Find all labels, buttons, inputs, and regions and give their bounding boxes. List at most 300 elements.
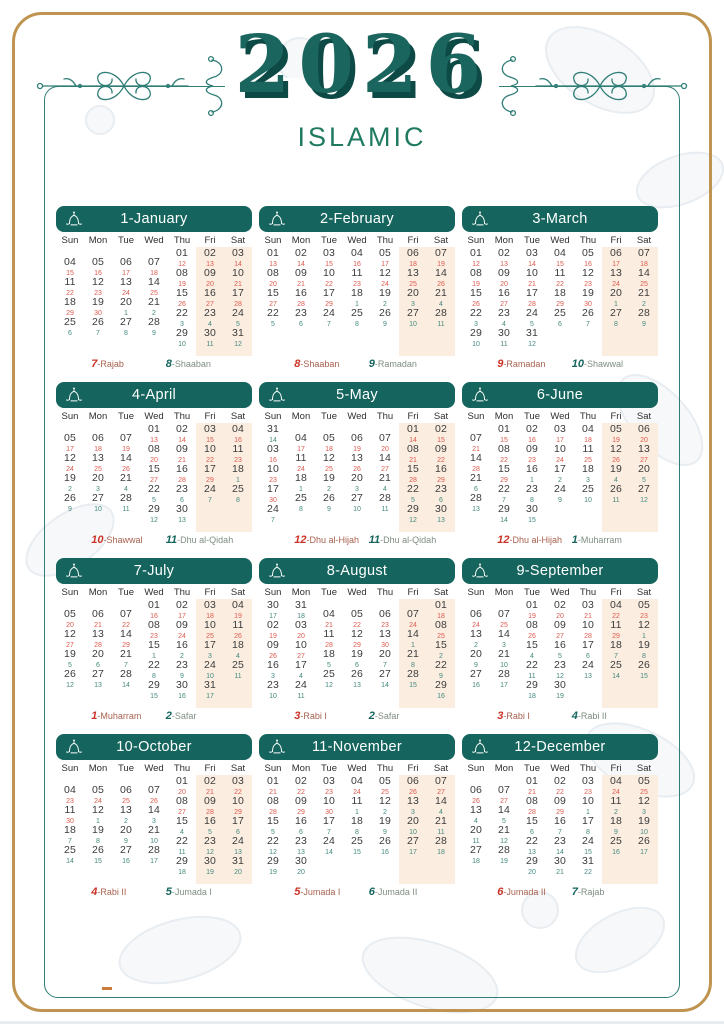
day-cell[interactable] xyxy=(224,776,252,796)
day-cell[interactable] xyxy=(518,660,546,680)
day-cell[interactable] xyxy=(574,836,602,856)
day-cell[interactable] xyxy=(84,297,112,317)
day-cell[interactable] xyxy=(287,640,315,660)
day-cell[interactable] xyxy=(196,796,224,816)
day-cell[interactable] xyxy=(518,484,546,504)
day-cell[interactable] xyxy=(399,308,427,328)
day-cell[interactable] xyxy=(287,433,315,453)
day-cell[interactable] xyxy=(259,660,287,680)
day-cell[interactable] xyxy=(224,288,252,308)
day-cell[interactable] xyxy=(574,816,602,836)
day-cell[interactable] xyxy=(518,776,546,796)
day-cell[interactable] xyxy=(427,640,455,660)
day-cell[interactable] xyxy=(343,609,371,629)
day-cell[interactable] xyxy=(574,444,602,464)
day-cell[interactable] xyxy=(287,680,315,700)
day-cell[interactable] xyxy=(224,444,252,464)
day-cell[interactable] xyxy=(315,288,343,308)
day-cell[interactable] xyxy=(399,609,427,629)
day-cell[interactable] xyxy=(196,424,224,444)
day-cell[interactable] xyxy=(574,796,602,816)
day-cell[interactable] xyxy=(602,620,630,640)
day-cell[interactable] xyxy=(399,649,427,669)
day-cell[interactable] xyxy=(56,433,84,453)
day-cell[interactable] xyxy=(630,836,658,856)
day-cell[interactable] xyxy=(399,796,427,816)
day-cell[interactable] xyxy=(371,493,399,513)
day-cell[interactable] xyxy=(84,845,112,865)
day-cell[interactable] xyxy=(259,600,287,620)
day-cell[interactable] xyxy=(84,825,112,845)
day-cell[interactable] xyxy=(287,493,315,513)
day-cell[interactable] xyxy=(196,680,224,700)
day-cell[interactable] xyxy=(168,836,196,856)
day-cell[interactable] xyxy=(462,268,490,288)
day-cell[interactable] xyxy=(630,268,658,288)
day-cell[interactable] xyxy=(399,484,427,504)
day-cell[interactable] xyxy=(140,660,168,680)
day-cell[interactable] xyxy=(343,248,371,268)
day-cell[interactable] xyxy=(371,796,399,816)
day-cell[interactable] xyxy=(140,464,168,484)
day-cell[interactable] xyxy=(112,493,140,513)
day-cell[interactable] xyxy=(196,484,224,504)
day-cell[interactable] xyxy=(462,433,490,453)
day-cell[interactable] xyxy=(287,796,315,816)
day-cell[interactable] xyxy=(112,433,140,453)
day-cell[interactable] xyxy=(112,649,140,669)
day-cell[interactable] xyxy=(630,796,658,816)
day-cell[interactable] xyxy=(259,836,287,856)
day-cell[interactable] xyxy=(399,268,427,288)
day-cell[interactable] xyxy=(196,444,224,464)
day-cell[interactable] xyxy=(140,620,168,640)
day-cell[interactable] xyxy=(371,473,399,493)
day-cell[interactable] xyxy=(315,493,343,513)
day-cell[interactable] xyxy=(574,640,602,660)
day-cell[interactable] xyxy=(259,464,287,484)
day-cell[interactable] xyxy=(259,268,287,288)
day-cell[interactable] xyxy=(371,308,399,328)
day-cell[interactable] xyxy=(371,649,399,669)
day-cell[interactable] xyxy=(546,248,574,268)
day-cell[interactable] xyxy=(518,464,546,484)
day-cell[interactable] xyxy=(287,268,315,288)
day-cell[interactable] xyxy=(371,268,399,288)
day-cell[interactable] xyxy=(287,308,315,328)
day-cell[interactable] xyxy=(224,464,252,484)
day-cell[interactable] xyxy=(259,816,287,836)
day-cell[interactable] xyxy=(462,473,490,493)
day-cell[interactable] xyxy=(630,816,658,836)
day-cell[interactable] xyxy=(490,464,518,484)
day-cell[interactable] xyxy=(343,268,371,288)
day-cell[interactable] xyxy=(427,796,455,816)
day-cell[interactable] xyxy=(490,629,518,649)
day-cell[interactable] xyxy=(56,317,84,337)
day-cell[interactable] xyxy=(546,268,574,288)
day-cell[interactable] xyxy=(84,473,112,493)
day-cell[interactable] xyxy=(196,600,224,620)
day-cell[interactable] xyxy=(343,836,371,856)
day-cell[interactable] xyxy=(574,248,602,268)
day-cell[interactable] xyxy=(462,453,490,473)
day-cell[interactable] xyxy=(518,504,546,524)
day-cell[interactable] xyxy=(399,776,427,796)
day-cell[interactable] xyxy=(546,640,574,660)
day-cell[interactable] xyxy=(427,620,455,640)
day-cell[interactable] xyxy=(56,257,84,277)
day-cell[interactable] xyxy=(630,660,658,680)
day-cell[interactable] xyxy=(630,308,658,328)
day-cell[interactable] xyxy=(490,288,518,308)
day-cell[interactable] xyxy=(196,856,224,876)
day-cell[interactable] xyxy=(140,600,168,620)
day-cell[interactable] xyxy=(196,308,224,328)
day-cell[interactable] xyxy=(490,268,518,288)
day-cell[interactable] xyxy=(224,660,252,680)
day-cell[interactable] xyxy=(56,825,84,845)
day-cell[interactable] xyxy=(371,816,399,836)
day-cell[interactable] xyxy=(343,308,371,328)
day-cell[interactable] xyxy=(140,680,168,700)
day-cell[interactable] xyxy=(399,629,427,649)
day-cell[interactable] xyxy=(602,600,630,620)
day-cell[interactable] xyxy=(518,424,546,444)
day-cell[interactable] xyxy=(427,288,455,308)
day-cell[interactable] xyxy=(259,504,287,524)
day-cell[interactable] xyxy=(574,424,602,444)
day-cell[interactable] xyxy=(399,248,427,268)
day-cell[interactable] xyxy=(427,660,455,680)
day-cell[interactable] xyxy=(196,288,224,308)
day-cell[interactable] xyxy=(315,308,343,328)
day-cell[interactable] xyxy=(399,836,427,856)
day-cell[interactable] xyxy=(224,836,252,856)
day-cell[interactable] xyxy=(490,609,518,629)
day-cell[interactable] xyxy=(112,785,140,805)
day-cell[interactable] xyxy=(315,473,343,493)
day-cell[interactable] xyxy=(84,649,112,669)
day-cell[interactable] xyxy=(602,640,630,660)
day-cell[interactable] xyxy=(196,464,224,484)
day-cell[interactable] xyxy=(84,493,112,513)
day-cell[interactable] xyxy=(427,464,455,484)
day-cell[interactable] xyxy=(224,308,252,328)
day-cell[interactable] xyxy=(518,856,546,876)
day-cell[interactable] xyxy=(168,484,196,504)
day-cell[interactable] xyxy=(315,816,343,836)
day-cell[interactable] xyxy=(518,600,546,620)
day-cell[interactable] xyxy=(315,453,343,473)
day-cell[interactable] xyxy=(602,776,630,796)
day-cell[interactable] xyxy=(518,620,546,640)
day-cell[interactable] xyxy=(546,464,574,484)
day-cell[interactable] xyxy=(84,277,112,297)
day-cell[interactable] xyxy=(112,257,140,277)
day-cell[interactable] xyxy=(399,504,427,524)
day-cell[interactable] xyxy=(490,308,518,328)
day-cell[interactable] xyxy=(343,473,371,493)
day-cell[interactable] xyxy=(574,484,602,504)
day-cell[interactable] xyxy=(371,776,399,796)
day-cell[interactable] xyxy=(315,836,343,856)
day-cell[interactable] xyxy=(546,776,574,796)
day-cell[interactable] xyxy=(56,493,84,513)
day-cell[interactable] xyxy=(140,805,168,825)
day-cell[interactable] xyxy=(574,268,602,288)
day-cell[interactable] xyxy=(490,504,518,524)
day-cell[interactable] xyxy=(168,620,196,640)
day-cell[interactable] xyxy=(140,444,168,464)
day-cell[interactable] xyxy=(546,620,574,640)
day-cell[interactable] xyxy=(56,297,84,317)
day-cell[interactable] xyxy=(287,288,315,308)
day-cell[interactable] xyxy=(56,453,84,473)
day-cell[interactable] xyxy=(112,845,140,865)
day-cell[interactable] xyxy=(259,308,287,328)
day-cell[interactable] xyxy=(112,805,140,825)
day-cell[interactable] xyxy=(287,473,315,493)
day-cell[interactable] xyxy=(224,248,252,268)
day-cell[interactable] xyxy=(490,484,518,504)
day-cell[interactable] xyxy=(196,836,224,856)
day-cell[interactable] xyxy=(315,776,343,796)
day-cell[interactable] xyxy=(168,680,196,700)
day-cell[interactable] xyxy=(371,453,399,473)
day-cell[interactable] xyxy=(259,680,287,700)
day-cell[interactable] xyxy=(371,609,399,629)
day-cell[interactable] xyxy=(399,288,427,308)
day-cell[interactable] xyxy=(343,288,371,308)
day-cell[interactable] xyxy=(224,268,252,288)
day-cell[interactable] xyxy=(546,288,574,308)
day-cell[interactable] xyxy=(84,805,112,825)
day-cell[interactable] xyxy=(546,484,574,504)
day-cell[interactable] xyxy=(315,609,343,629)
day-cell[interactable] xyxy=(112,317,140,337)
day-cell[interactable] xyxy=(462,825,490,845)
day-cell[interactable] xyxy=(224,796,252,816)
day-cell[interactable] xyxy=(140,825,168,845)
day-cell[interactable] xyxy=(168,464,196,484)
day-cell[interactable] xyxy=(343,453,371,473)
day-cell[interactable] xyxy=(462,248,490,268)
day-cell[interactable] xyxy=(168,796,196,816)
day-cell[interactable] xyxy=(630,444,658,464)
day-cell[interactable] xyxy=(84,785,112,805)
day-cell[interactable] xyxy=(196,816,224,836)
day-cell[interactable] xyxy=(315,433,343,453)
day-cell[interactable] xyxy=(112,297,140,317)
day-cell[interactable] xyxy=(84,433,112,453)
day-cell[interactable] xyxy=(630,620,658,640)
day-cell[interactable] xyxy=(224,856,252,876)
day-cell[interactable] xyxy=(196,268,224,288)
day-cell[interactable] xyxy=(546,660,574,680)
day-cell[interactable] xyxy=(287,453,315,473)
day-cell[interactable] xyxy=(427,776,455,796)
day-cell[interactable] xyxy=(462,493,490,513)
day-cell[interactable] xyxy=(168,308,196,328)
day-cell[interactable] xyxy=(287,660,315,680)
day-cell[interactable] xyxy=(490,444,518,464)
day-cell[interactable] xyxy=(56,805,84,825)
day-cell[interactable] xyxy=(574,288,602,308)
day-cell[interactable] xyxy=(56,669,84,689)
day-cell[interactable] xyxy=(259,484,287,504)
day-cell[interactable] xyxy=(343,669,371,689)
day-cell[interactable] xyxy=(343,649,371,669)
day-cell[interactable] xyxy=(427,484,455,504)
day-cell[interactable] xyxy=(315,248,343,268)
day-cell[interactable] xyxy=(112,473,140,493)
day-cell[interactable] xyxy=(343,493,371,513)
day-cell[interactable] xyxy=(371,248,399,268)
day-cell[interactable] xyxy=(574,660,602,680)
day-cell[interactable] xyxy=(84,257,112,277)
day-cell[interactable] xyxy=(371,433,399,453)
day-cell[interactable] xyxy=(518,836,546,856)
day-cell[interactable] xyxy=(140,785,168,805)
day-cell[interactable] xyxy=(287,776,315,796)
day-cell[interactable] xyxy=(168,856,196,876)
day-cell[interactable] xyxy=(602,268,630,288)
day-cell[interactable] xyxy=(343,629,371,649)
day-cell[interactable] xyxy=(574,620,602,640)
day-cell[interactable] xyxy=(84,453,112,473)
day-cell[interactable] xyxy=(427,504,455,524)
day-cell[interactable] xyxy=(196,640,224,660)
day-cell[interactable] xyxy=(259,620,287,640)
day-cell[interactable] xyxy=(140,297,168,317)
day-cell[interactable] xyxy=(287,856,315,876)
day-cell[interactable] xyxy=(315,629,343,649)
day-cell[interactable] xyxy=(224,640,252,660)
day-cell[interactable] xyxy=(56,473,84,493)
day-cell[interactable] xyxy=(112,453,140,473)
day-cell[interactable] xyxy=(630,640,658,660)
day-cell[interactable] xyxy=(427,836,455,856)
day-cell[interactable] xyxy=(140,317,168,337)
day-cell[interactable] xyxy=(371,629,399,649)
day-cell[interactable] xyxy=(287,248,315,268)
day-cell[interactable] xyxy=(574,464,602,484)
day-cell[interactable] xyxy=(259,248,287,268)
day-cell[interactable] xyxy=(602,816,630,836)
day-cell[interactable] xyxy=(630,288,658,308)
day-cell[interactable] xyxy=(196,660,224,680)
day-cell[interactable] xyxy=(602,464,630,484)
day-cell[interactable] xyxy=(462,805,490,825)
day-cell[interactable] xyxy=(630,600,658,620)
day-cell[interactable] xyxy=(140,424,168,444)
day-cell[interactable] xyxy=(462,785,490,805)
day-cell[interactable] xyxy=(56,845,84,865)
day-cell[interactable] xyxy=(574,600,602,620)
day-cell[interactable] xyxy=(518,268,546,288)
day-cell[interactable] xyxy=(343,776,371,796)
day-cell[interactable] xyxy=(518,640,546,660)
day-cell[interactable] xyxy=(168,424,196,444)
day-cell[interactable] xyxy=(427,680,455,700)
day-cell[interactable] xyxy=(84,317,112,337)
day-cell[interactable] xyxy=(287,600,315,620)
day-cell[interactable] xyxy=(518,816,546,836)
day-cell[interactable] xyxy=(546,600,574,620)
day-cell[interactable] xyxy=(518,796,546,816)
day-cell[interactable] xyxy=(343,433,371,453)
day-cell[interactable] xyxy=(168,504,196,524)
day-cell[interactable] xyxy=(518,248,546,268)
day-cell[interactable] xyxy=(546,796,574,816)
day-cell[interactable] xyxy=(490,669,518,689)
day-cell[interactable] xyxy=(287,836,315,856)
day-cell[interactable] xyxy=(574,308,602,328)
day-cell[interactable] xyxy=(490,424,518,444)
day-cell[interactable] xyxy=(518,680,546,700)
day-cell[interactable] xyxy=(84,629,112,649)
day-cell[interactable] xyxy=(315,796,343,816)
day-cell[interactable] xyxy=(371,836,399,856)
day-cell[interactable] xyxy=(84,609,112,629)
day-cell[interactable] xyxy=(602,836,630,856)
day-cell[interactable] xyxy=(140,640,168,660)
day-cell[interactable] xyxy=(462,308,490,328)
day-cell[interactable] xyxy=(315,649,343,669)
day-cell[interactable] xyxy=(546,424,574,444)
day-cell[interactable] xyxy=(168,248,196,268)
day-cell[interactable] xyxy=(259,796,287,816)
day-cell[interactable] xyxy=(602,484,630,504)
day-cell[interactable] xyxy=(259,856,287,876)
day-cell[interactable] xyxy=(427,444,455,464)
day-cell[interactable] xyxy=(371,669,399,689)
day-cell[interactable] xyxy=(490,845,518,865)
day-cell[interactable] xyxy=(602,796,630,816)
day-cell[interactable] xyxy=(462,328,490,348)
day-cell[interactable] xyxy=(224,328,252,348)
day-cell[interactable] xyxy=(56,277,84,297)
day-cell[interactable] xyxy=(630,424,658,444)
day-cell[interactable] xyxy=(546,836,574,856)
day-cell[interactable] xyxy=(140,277,168,297)
day-cell[interactable] xyxy=(490,805,518,825)
day-cell[interactable] xyxy=(630,464,658,484)
day-cell[interactable] xyxy=(56,785,84,805)
day-cell[interactable] xyxy=(112,277,140,297)
day-cell[interactable] xyxy=(490,785,518,805)
day-cell[interactable] xyxy=(546,856,574,876)
day-cell[interactable] xyxy=(343,796,371,816)
day-cell[interactable] xyxy=(168,816,196,836)
day-cell[interactable] xyxy=(168,444,196,464)
day-cell[interactable] xyxy=(224,600,252,620)
day-cell[interactable] xyxy=(602,424,630,444)
day-cell[interactable] xyxy=(224,620,252,640)
day-cell[interactable] xyxy=(287,816,315,836)
day-cell[interactable] xyxy=(259,424,287,444)
day-cell[interactable] xyxy=(224,816,252,836)
day-cell[interactable] xyxy=(427,600,455,620)
day-cell[interactable] xyxy=(602,248,630,268)
day-cell[interactable] xyxy=(427,424,455,444)
day-cell[interactable] xyxy=(287,620,315,640)
day-cell[interactable] xyxy=(168,328,196,348)
day-cell[interactable] xyxy=(427,268,455,288)
day-cell[interactable] xyxy=(399,464,427,484)
day-cell[interactable] xyxy=(259,444,287,464)
